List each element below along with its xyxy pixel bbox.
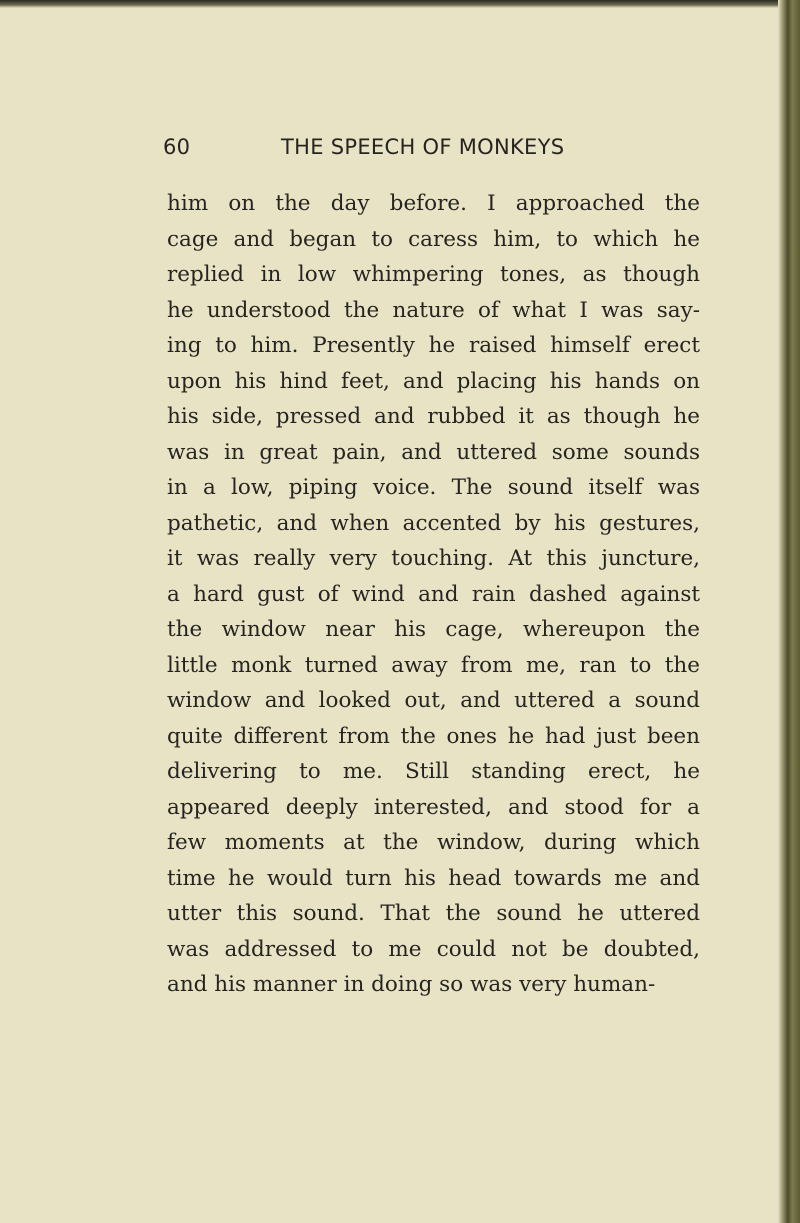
text-line: little monk turned away from me, ran to the [167, 652, 700, 678]
text-line: pathetic, and when accented by his gestures, [167, 510, 700, 536]
text-line: replied in low whimpering tones, as though [167, 262, 700, 287]
text-line: few moments at the window, during which [167, 830, 700, 855]
text-line: window and looked out, and uttered a sound [167, 688, 700, 713]
text-line: and his manner in doing so was very human- [167, 972, 656, 997]
text-line: appeared deeply interested, and stood for a [167, 794, 700, 820]
page-number: 60 [163, 135, 191, 159]
page-top-edge [0, 0, 800, 8]
text-line: delivering to me. Still standing erect, he [167, 759, 700, 784]
text-line: was addressed to me could not be doubted, [167, 936, 700, 962]
text-line: time he would turn his head towards me and [167, 865, 700, 891]
text-line: cage and began to caress him, to which he [167, 226, 700, 252]
text-line: his side, pressed and rubbed it as though he [167, 404, 700, 429]
text-line: the window near his cage, whereupon the [167, 617, 700, 642]
text-line: was in great pain, and uttered some sounds [167, 439, 700, 465]
text-line: it was really very touching. At this juncture, [167, 546, 700, 571]
book-spine-shadow [778, 0, 800, 1223]
text-line: in a low, piping voice. The sound itself was [167, 475, 700, 500]
text-line: a hard gust of wind and rain dashed against [167, 581, 700, 607]
text-line: quite different from the ones he had just been [167, 723, 700, 749]
text-line: he understood the nature of what I was say- [167, 297, 700, 323]
text-line: ing to him. Presently he raised himself erect [167, 333, 700, 358]
text-line: upon his hind feet, and placing his hands on [167, 368, 700, 394]
running-title: THE SPEECH OF MONKEYS [281, 135, 565, 159]
body-text [167, 186, 700, 1003]
text-line: him on the day before. I approached the [167, 191, 700, 216]
text-line: utter this sound. That the sound he uttered [167, 901, 700, 926]
